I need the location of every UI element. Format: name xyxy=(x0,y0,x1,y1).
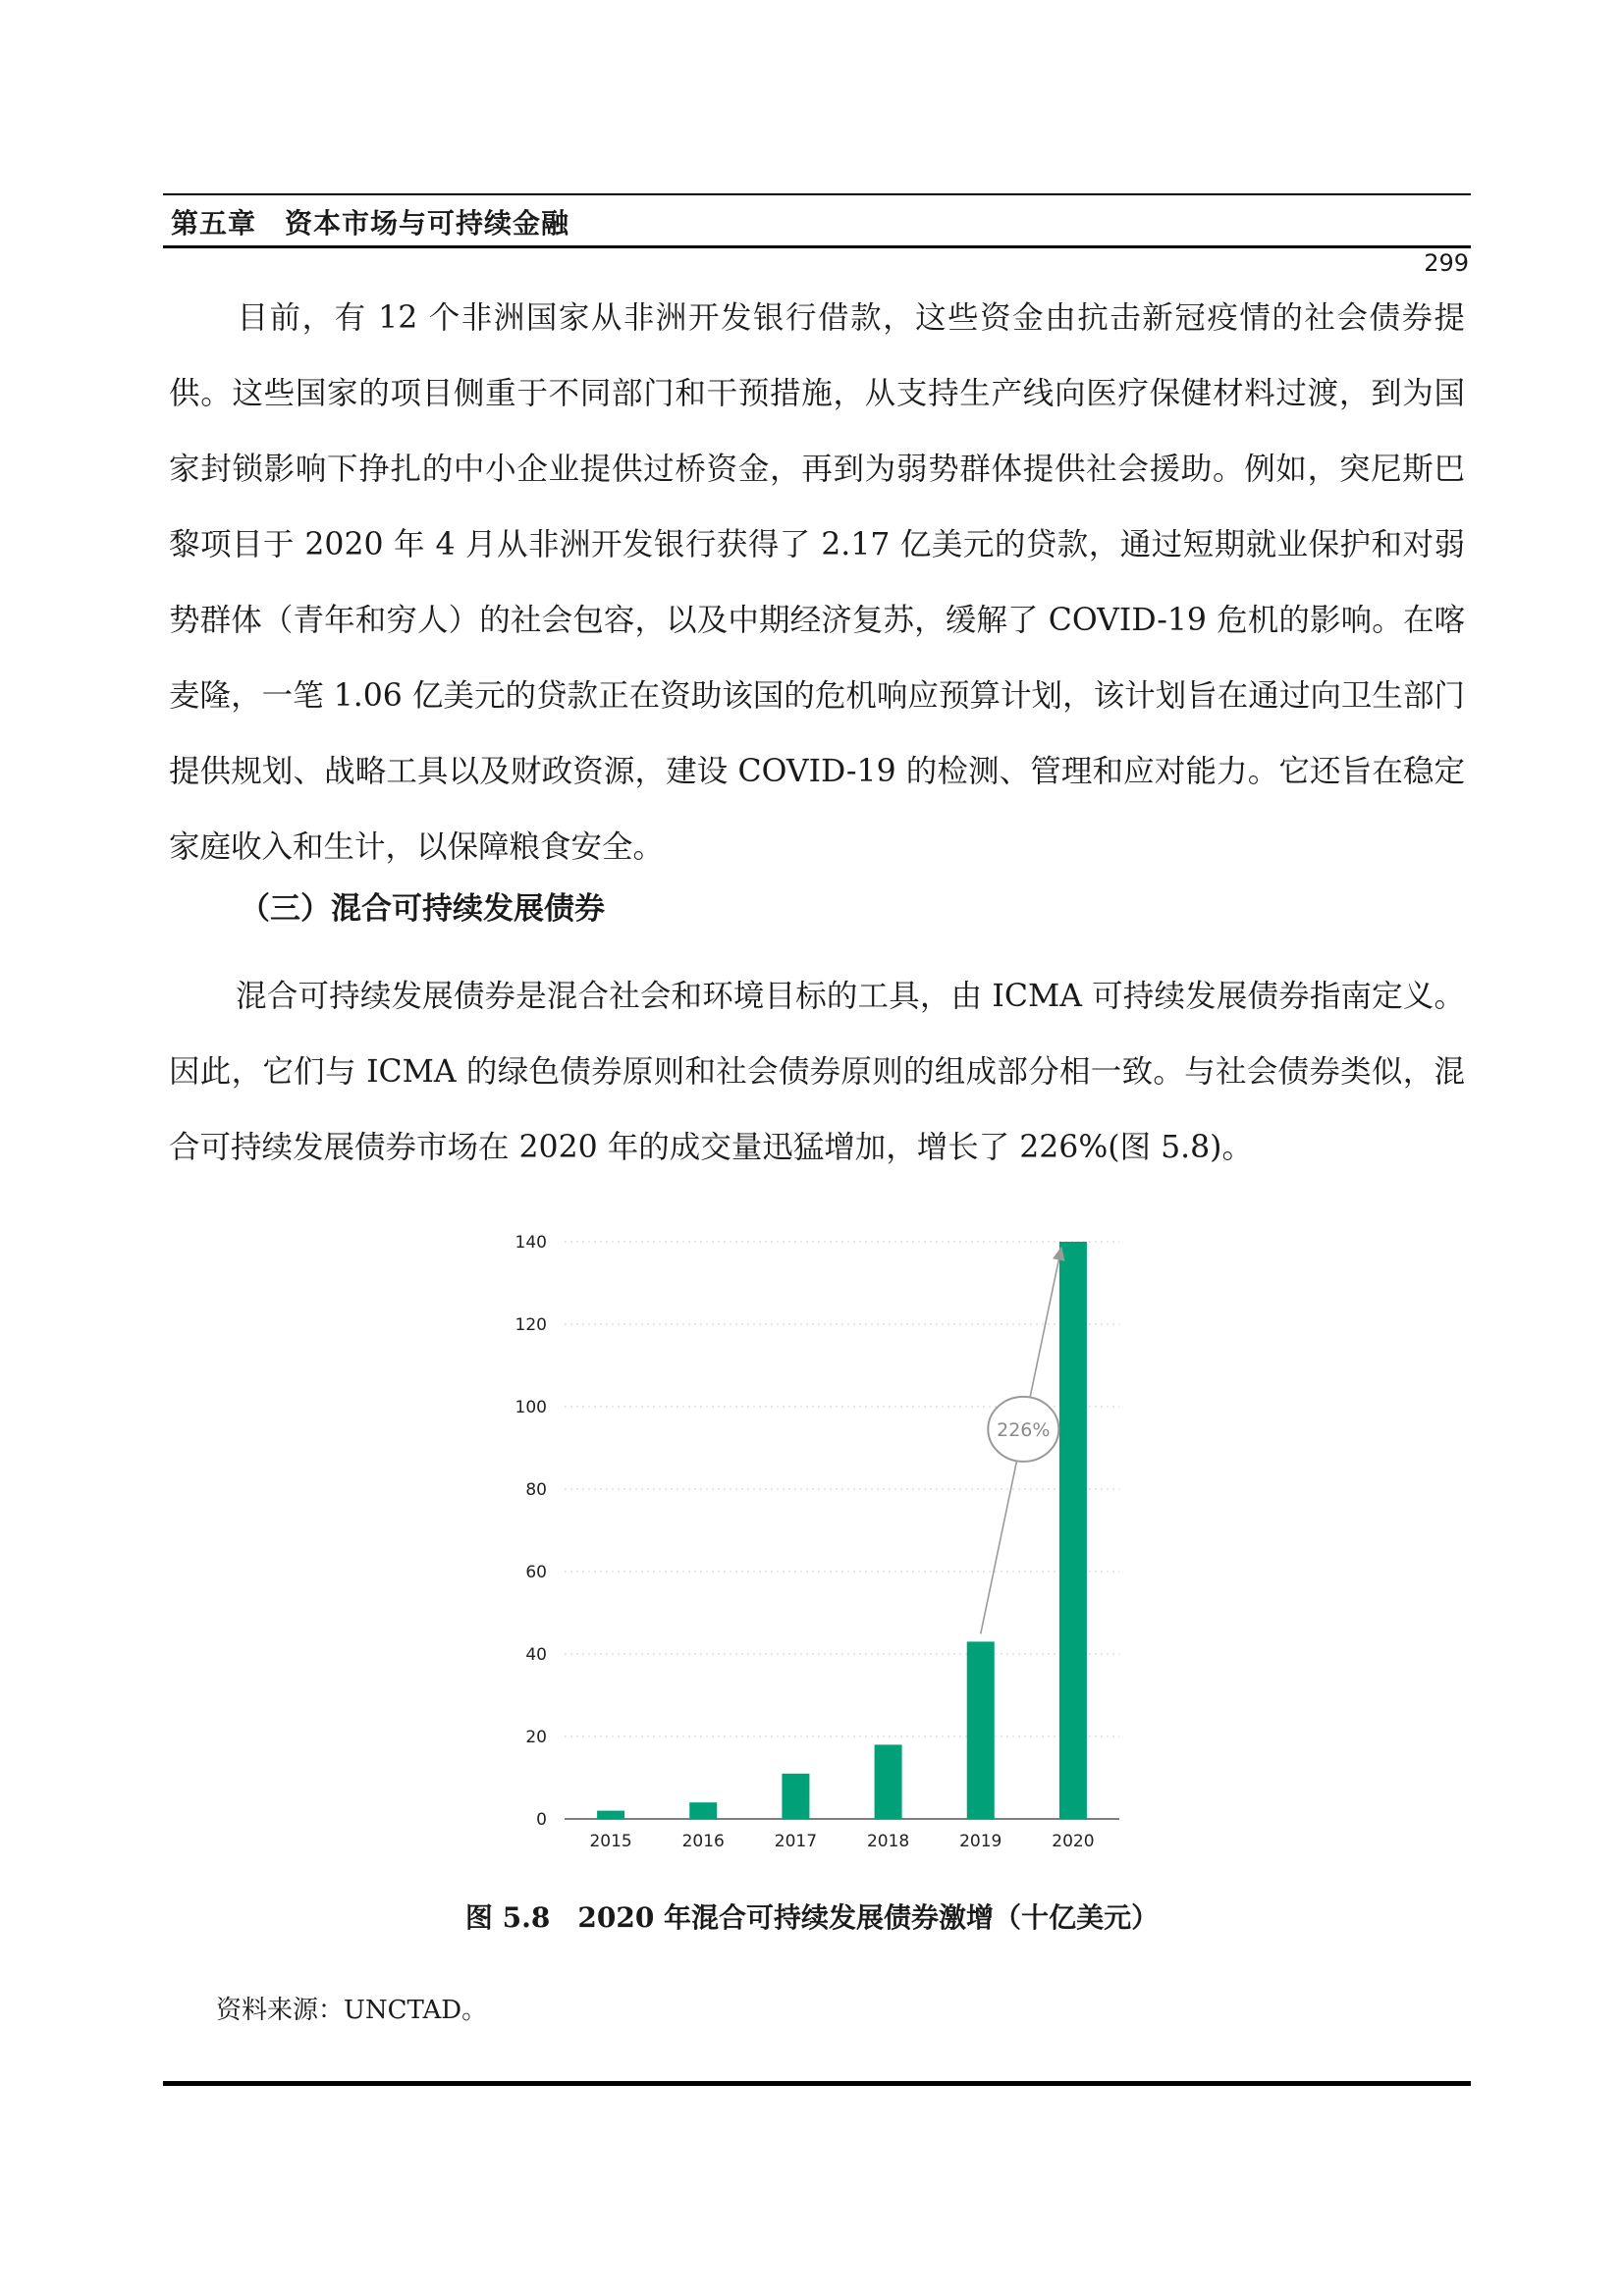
header-rule-bottom xyxy=(163,245,1471,248)
bar-2017 xyxy=(782,1774,809,1819)
paragraph-2-text: 混合可持续发展债券是混合社会和环境目标的工具，由 ICMA 可持续发展债券指南定义。因此，它们与 ICMA 的绿色债券原则和社会债券原则的组成部分相一致。与社会债券类似，混合可持续发展债券市场在 2020 年的成交量迅猛增加，增长了 226%(图 5.8)。 xyxy=(169,979,1465,1165)
x-tick-label: 2020 xyxy=(1052,1832,1095,1851)
footer-rule xyxy=(163,2081,1471,2086)
x-tick-label: 2018 xyxy=(866,1832,910,1851)
y-tick-label: 80 xyxy=(525,1480,547,1500)
figure-caption: 图 5.8 2020 年混合可持续发展债券激增（十亿美元） xyxy=(464,1901,1160,1934)
bar-2020 xyxy=(1059,1242,1087,1819)
y-tick-label: 0 xyxy=(536,1810,547,1830)
y-tick-label: 120 xyxy=(514,1315,547,1335)
body-paragraph-2 xyxy=(169,959,1465,1186)
header-rule-top xyxy=(163,193,1471,195)
x-tick-label: 2016 xyxy=(681,1832,725,1851)
bar-chart xyxy=(491,1217,1139,1865)
y-tick-label: 20 xyxy=(525,1728,547,1747)
x-tick-label: 2015 xyxy=(589,1832,632,1851)
page-number: 299 xyxy=(1424,249,1469,277)
growth-label: 226% xyxy=(997,1418,1051,1441)
bar-2015 xyxy=(597,1811,624,1819)
body-paragraph-1 xyxy=(169,281,1465,885)
y-tick-label: 40 xyxy=(525,1645,547,1665)
x-tick-label: 2019 xyxy=(959,1832,1002,1851)
section-subheading: （三）混合可持续发展债券 xyxy=(240,891,605,927)
paragraph-1-text: 目前，有 12 个非洲国家从非洲开发银行借款，这些资金由抗击新冠疫情的社会债券提供。这些国家的项目侧重于不同部门和干预措施，从支持生产线向医疗保健材料过渡，到为国家封锁影响下挣扎的中小企业提供过桥资金，再到为弱势群体提供社会援助。例如，突尼斯巴黎项目于 2020 年 4 月从非洲开发银行获得了 2.17 亿美元的贷款，通过短期就业保护和对弱势群体（青年和穷人）的社会包容，以及中期经济复苏，缓解了 COVID-19 危机的影响。在喀麦隆，一笔 1.06 亿美元的贷款正在资助该国的危机响应预算计划，该计划旨在通过向卫生部门提供规划、战略工具以及财政资源，建设 COVID-19 的检测、管理和应对能力。它还旨在稳定家庭收入和生计，以保障粮食安全。 xyxy=(169,300,1465,865)
y-tick-label: 140 xyxy=(514,1233,547,1253)
figure-source: 资料来源：UNCTAD。 xyxy=(216,1996,488,2025)
x-tick-label: 2017 xyxy=(774,1832,818,1851)
y-tick-label: 100 xyxy=(514,1398,547,1417)
bar-2018 xyxy=(875,1744,902,1819)
chapter-title: 第五章 资本市场与可持续金融 xyxy=(171,207,570,240)
bar-2019 xyxy=(967,1641,995,1819)
y-tick-label: 60 xyxy=(525,1563,547,1582)
bar-2016 xyxy=(689,1802,717,1819)
